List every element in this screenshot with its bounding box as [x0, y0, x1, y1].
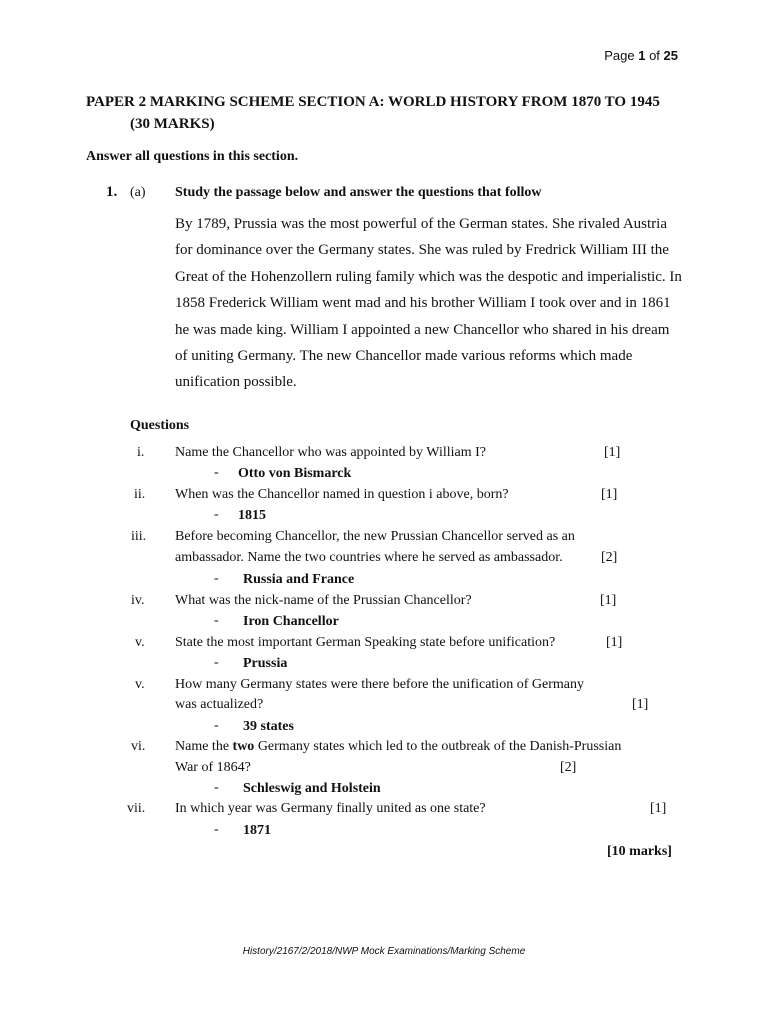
item-mark: [1] — [606, 635, 623, 650]
item-text-emphasis: two — [232, 739, 255, 754]
item-text-line2: was actualized? — [175, 697, 264, 712]
item-answer: Schleswig and Holstein — [243, 781, 381, 796]
item-mark: [2] — [601, 550, 618, 565]
item-mark: [1] — [601, 487, 618, 502]
item-number: i. — [137, 445, 145, 460]
item-answer: Prussia — [243, 656, 288, 671]
item-text-line1: Before becoming Chancellor, the new Prussian Chancellor served as an — [175, 529, 575, 544]
page-prefix: Page — [604, 48, 635, 63]
item-answer: 1871 — [243, 823, 271, 838]
item-text-line2: War of 1864? — [175, 760, 251, 775]
page-current: 1 — [638, 48, 646, 63]
answer-dash: - — [214, 465, 219, 480]
item-number: iii. — [131, 529, 147, 544]
passage-text: By 1789, Prussia was the most powerful of the German states. She rivaled Austria for dominance over the Germany states. She was ruled by Fredrick William III the Great of the Hohenzollern ruling family which was the despotic and imperialistic. In 1858 Frederick William went mad and his brother William I took over and in 1861 he was made king. William I appointed a new Chancellor who shared in his dream of uniting Germany. The new Chancellor made various reforms which made unification possible. — [175, 216, 682, 391]
item-text-pre: Name the — [175, 739, 233, 754]
item-answer: Iron Chancellor — [243, 614, 339, 629]
item-number: vii. — [127, 801, 146, 816]
questions-heading: Questions — [130, 418, 190, 433]
item-mark: [1] — [604, 445, 621, 460]
answer-dash: - — [214, 655, 219, 670]
item-text: When was the Chancellor named in question i above, born? — [175, 487, 509, 502]
item-answer: 39 states — [243, 719, 294, 734]
section-title: PAPER 2 MARKING SCHEME SECTION A: WORLD HISTORY FROM 1870 TO 1945 — [86, 94, 660, 110]
item-number: v. — [135, 635, 145, 650]
total-marks: [10 marks] — [607, 844, 672, 859]
item-text: Name the Chancellor who was appointed by William I? — [175, 445, 486, 460]
section-marks: (30 MARKS) — [130, 116, 215, 132]
instruction: Answer all questions in this section. — [86, 149, 299, 164]
item-text-post: Germany states which led to the outbreak of the Danish-Prussian — [254, 739, 622, 754]
item-answer: Otto von Bismarck — [238, 466, 352, 481]
answer-dash: - — [214, 822, 219, 837]
item-text-line2: ambassador. Name the two countries where he served as ambassador. — [175, 550, 563, 565]
item-text: What was the nick-name of the Prussian Chancellor? — [175, 593, 472, 608]
item-text-line1 — [175, 739, 621, 755]
item-text: In which year was Germany finally united as one state? — [175, 801, 486, 816]
item-mark: [1] — [650, 801, 667, 816]
question-part: (a) — [130, 185, 146, 200]
answer-dash: - — [214, 613, 219, 628]
passage — [175, 211, 685, 396]
answer-dash: - — [214, 718, 219, 733]
item-mark: [1] — [632, 697, 649, 712]
item-answer: Russia and France — [243, 572, 355, 587]
item-number: vi. — [131, 739, 146, 754]
question-prompt: Study the passage below and answer the questions that follow — [175, 185, 542, 200]
page-of: of — [649, 48, 660, 63]
item-text-line1: How many Germany states were there before the unification of Germany — [175, 677, 584, 692]
item-number: ii. — [134, 487, 146, 502]
footer: History/2167/2/2018/NWP Mock Examinations/Marking Scheme — [242, 946, 526, 957]
answer-dash: - — [214, 780, 219, 795]
item-answer: 1815 — [238, 508, 266, 523]
page-number — [604, 48, 678, 63]
question-number: 1. — [106, 184, 118, 200]
page-total: 25 — [663, 48, 678, 63]
item-text: State the most important German Speaking state before unification? — [175, 635, 556, 650]
item-mark: [2] — [560, 760, 577, 775]
answer-dash: - — [214, 507, 219, 522]
answer-dash: - — [214, 571, 219, 586]
item-mark: [1] — [600, 593, 617, 608]
item-number: v. — [135, 677, 145, 692]
item-number: iv. — [131, 593, 145, 608]
